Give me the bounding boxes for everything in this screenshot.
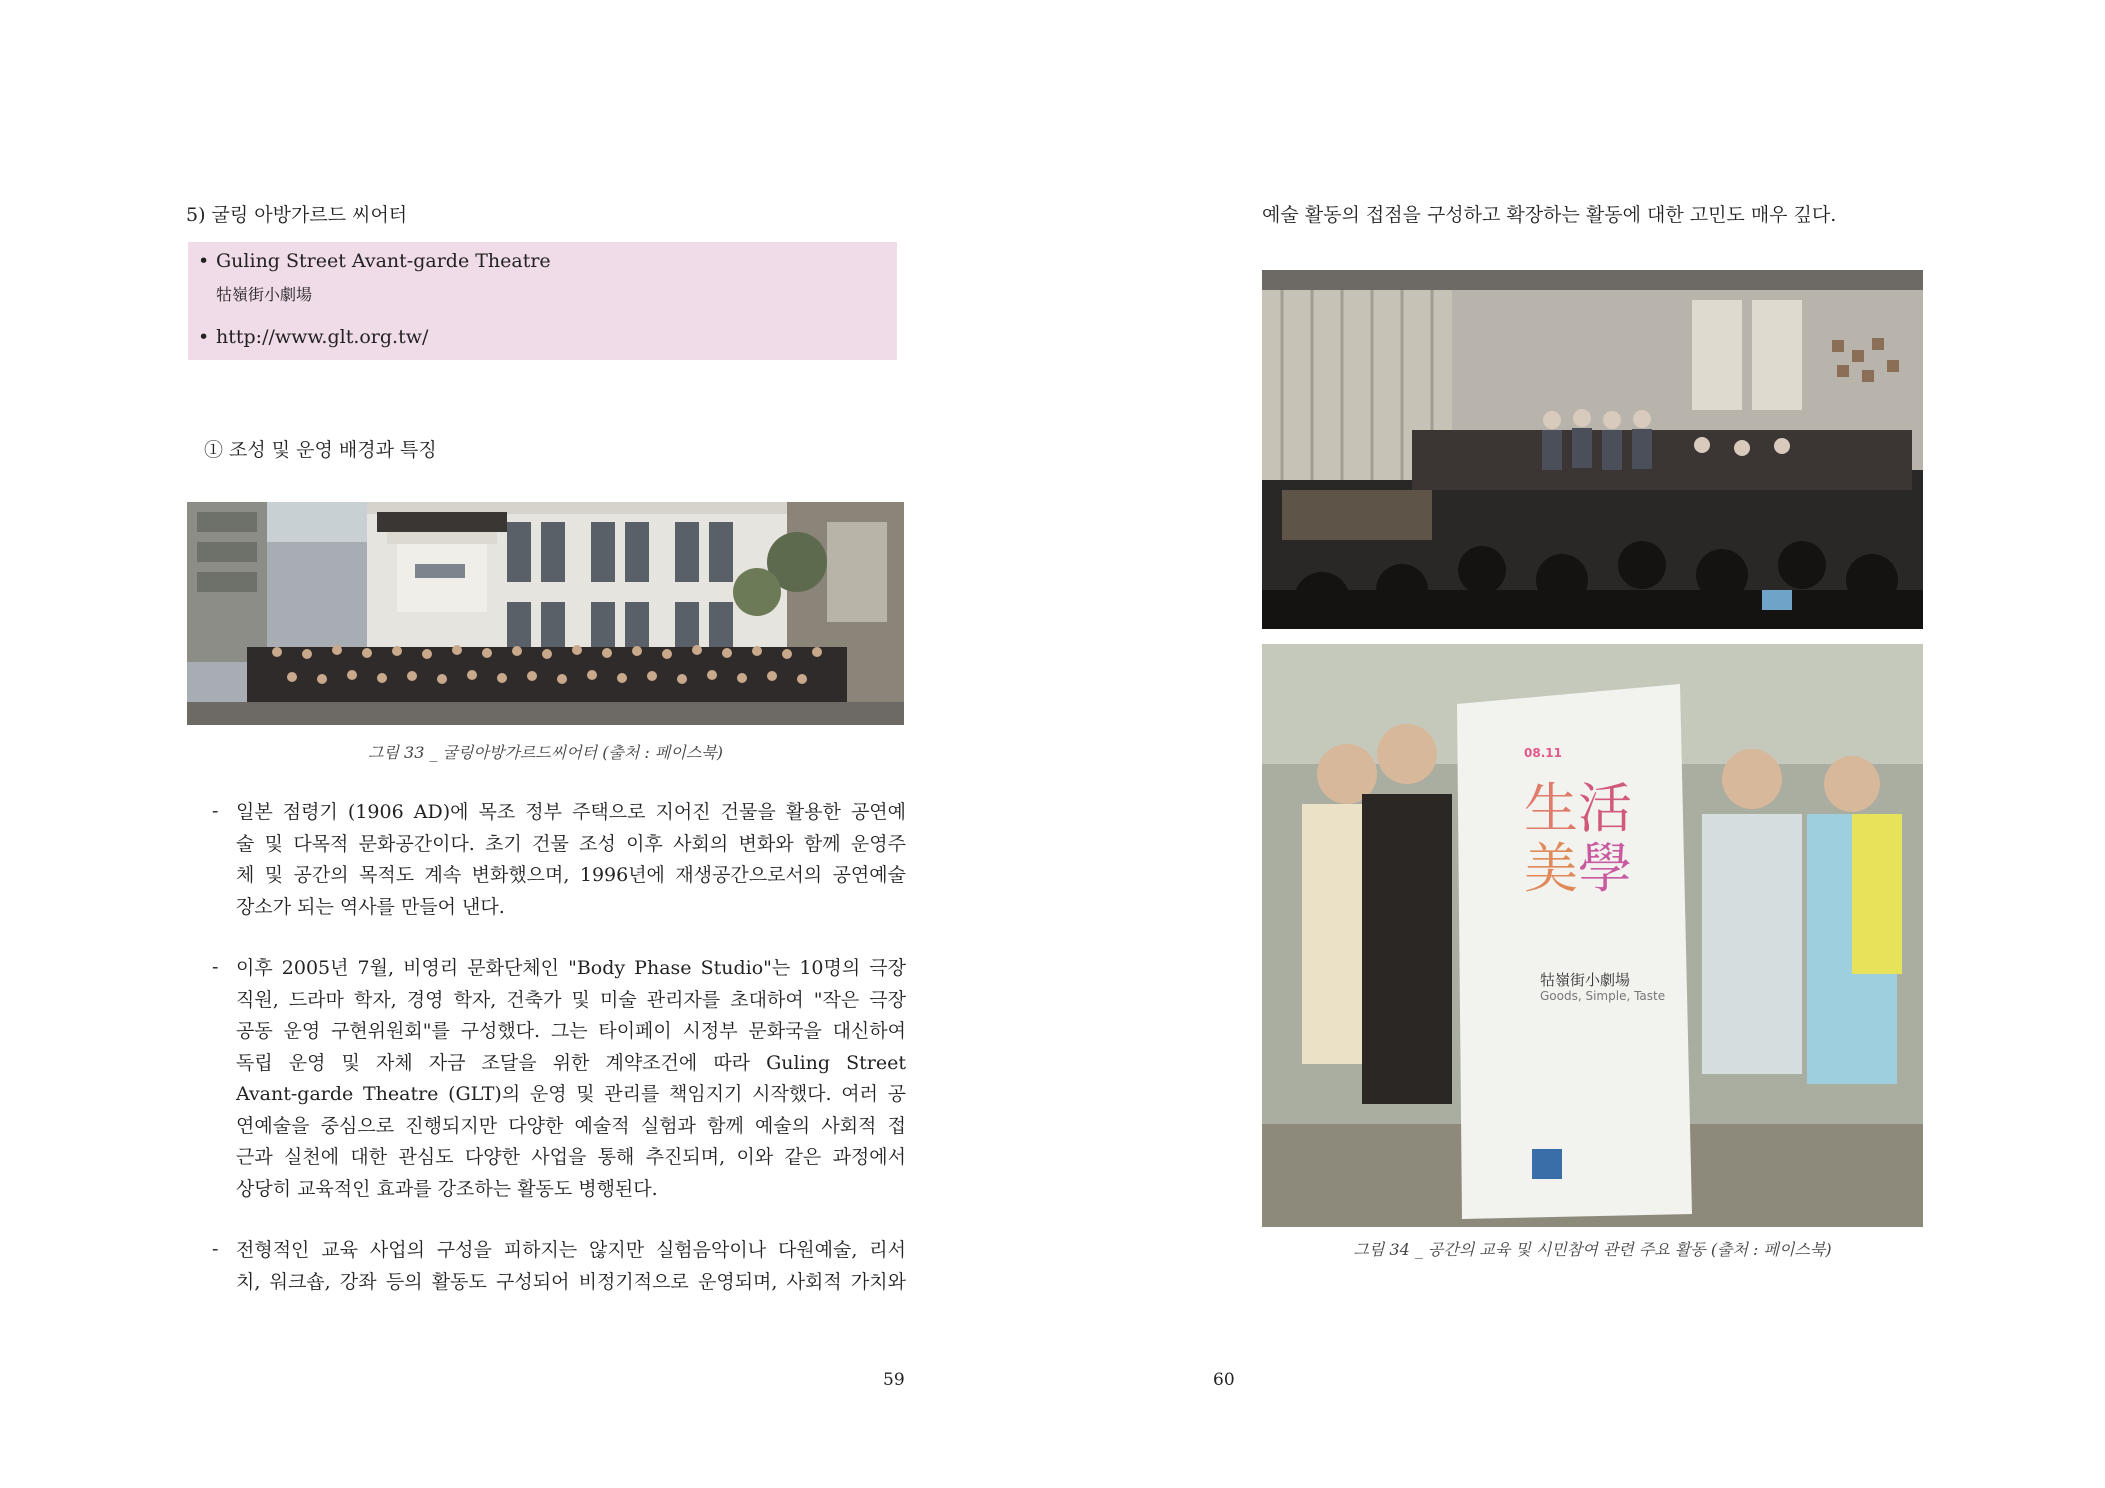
paragraph2-line: 연예술을 중심으로 진행되지만 다양한 예술적 실험과 함께 예술의 사회적 접	[236, 1114, 906, 1137]
info-name-en: • Guling Street Avant-garde Theatre	[198, 250, 551, 272]
poster-title	[1524, 779, 1634, 899]
poster-title-char: 學	[1578, 837, 1632, 900]
paragraph2-line: 상당히 교육적인 효과를 강조하는 활동도 병행된다.	[236, 1177, 658, 1200]
poster-subtitle: Goods, Simple, Taste	[1540, 989, 1666, 1003]
page-number-right: 60	[1213, 1370, 1235, 1390]
paragraph1-line: 일본 점령기 (1906 AD)에 목조 정부 주택으로 지어진 건물을 활용한 공연예	[236, 801, 906, 823]
paragraph2-dash: -	[212, 956, 219, 978]
paragraph1-dash: -	[212, 800, 219, 822]
poster-title-char: 美	[1524, 837, 1578, 900]
poster-title-char: 活	[1578, 777, 1632, 840]
paragraph1-line: 술 및 다목적 문화공간이다. 초기 건물 조성 이후 사회의 변화와 함께 운영주	[236, 832, 906, 855]
poster-dates: 08.11	[1524, 746, 1562, 760]
paragraph2-line: 이후 2005년 7월, 비영리 문화단체인 "Body Phase Studio"는 10명의 극장	[236, 957, 906, 979]
paragraph3-line: 치, 워크숍, 강좌 등의 활동도 구성되어 비정기적으로 운영되며, 사회적 가치와	[236, 1270, 906, 1293]
info-name-zh: 牯嶺街小劇場	[216, 285, 313, 304]
paragraph3-line: 전형적인 교육 사업의 구성을 피하지는 않지만 실험음악이나 다원예술, 리서	[236, 1239, 906, 1261]
paragraph3	[236, 1235, 906, 1298]
continuation-text: 예술 활동의 접점을 구성하고 확장하는 활동에 대한 고민도 매우 깊다.	[1262, 204, 1837, 226]
paragraph2	[236, 953, 906, 1205]
paragraph1	[236, 797, 906, 923]
figure33-photo	[187, 502, 904, 725]
figure34-photo-poster	[1262, 644, 1923, 1227]
poster-venue: 牯嶺街小劇場	[1540, 971, 1631, 989]
figure34-caption: 그림 34 _ 공간의 교육 및 시민참여 관련 주요 활동 (출처 : 페이스북)	[1353, 1240, 1832, 1259]
paragraph2-line: 근과 실천에 대한 관심도 다양한 사업을 통해 추진되며, 이와 같은 과정에서	[236, 1146, 906, 1168]
figure33-caption: 그림 33 _ 굴링아방가르드씨어터 (출처 : 페이스북)	[368, 743, 723, 762]
figure34-photo-performance	[1262, 270, 1923, 629]
page-number-left: 59	[883, 1370, 905, 1390]
info-box	[188, 242, 897, 360]
paragraph3-dash: -	[212, 1238, 219, 1260]
qr-code-icon	[1532, 1149, 1562, 1179]
paragraph2-line: Avant-garde Theatre (GLT)의 운영 및 관리를 책임지기 시작했다. 여러 공	[236, 1083, 906, 1105]
paragraph2-line: 직원, 드라마 학자, 경영 학자, 건축가 및 미술 관리자를 초대하여 "작은 극장	[236, 988, 906, 1011]
section-title: 5) 굴링 아방가르드 씨어터	[186, 204, 408, 226]
info-url[interactable]: • http://www.glt.org.tw/	[198, 326, 429, 348]
poster-title-char: 生	[1524, 777, 1578, 840]
paragraph2-line: 공동 운영 구현위원회"를 구성했다. 그는 타이페이 시정부 문화국을 대신하여	[236, 1020, 906, 1042]
paragraph1-line: 체 및 공간의 목적도 계속 변화했으며, 1996년에 재생공간으로서의 공연예술	[236, 864, 906, 886]
subheading: ① 조성 및 운영 배경과 특징	[204, 439, 437, 461]
paragraph2-line: 독립 운영 및 자체 자금 조달을 위한 계약조건에 따라 Guling Street	[236, 1051, 906, 1074]
paragraph1-line: 장소가 되는 역사를 만들어 낸다.	[236, 895, 505, 918]
